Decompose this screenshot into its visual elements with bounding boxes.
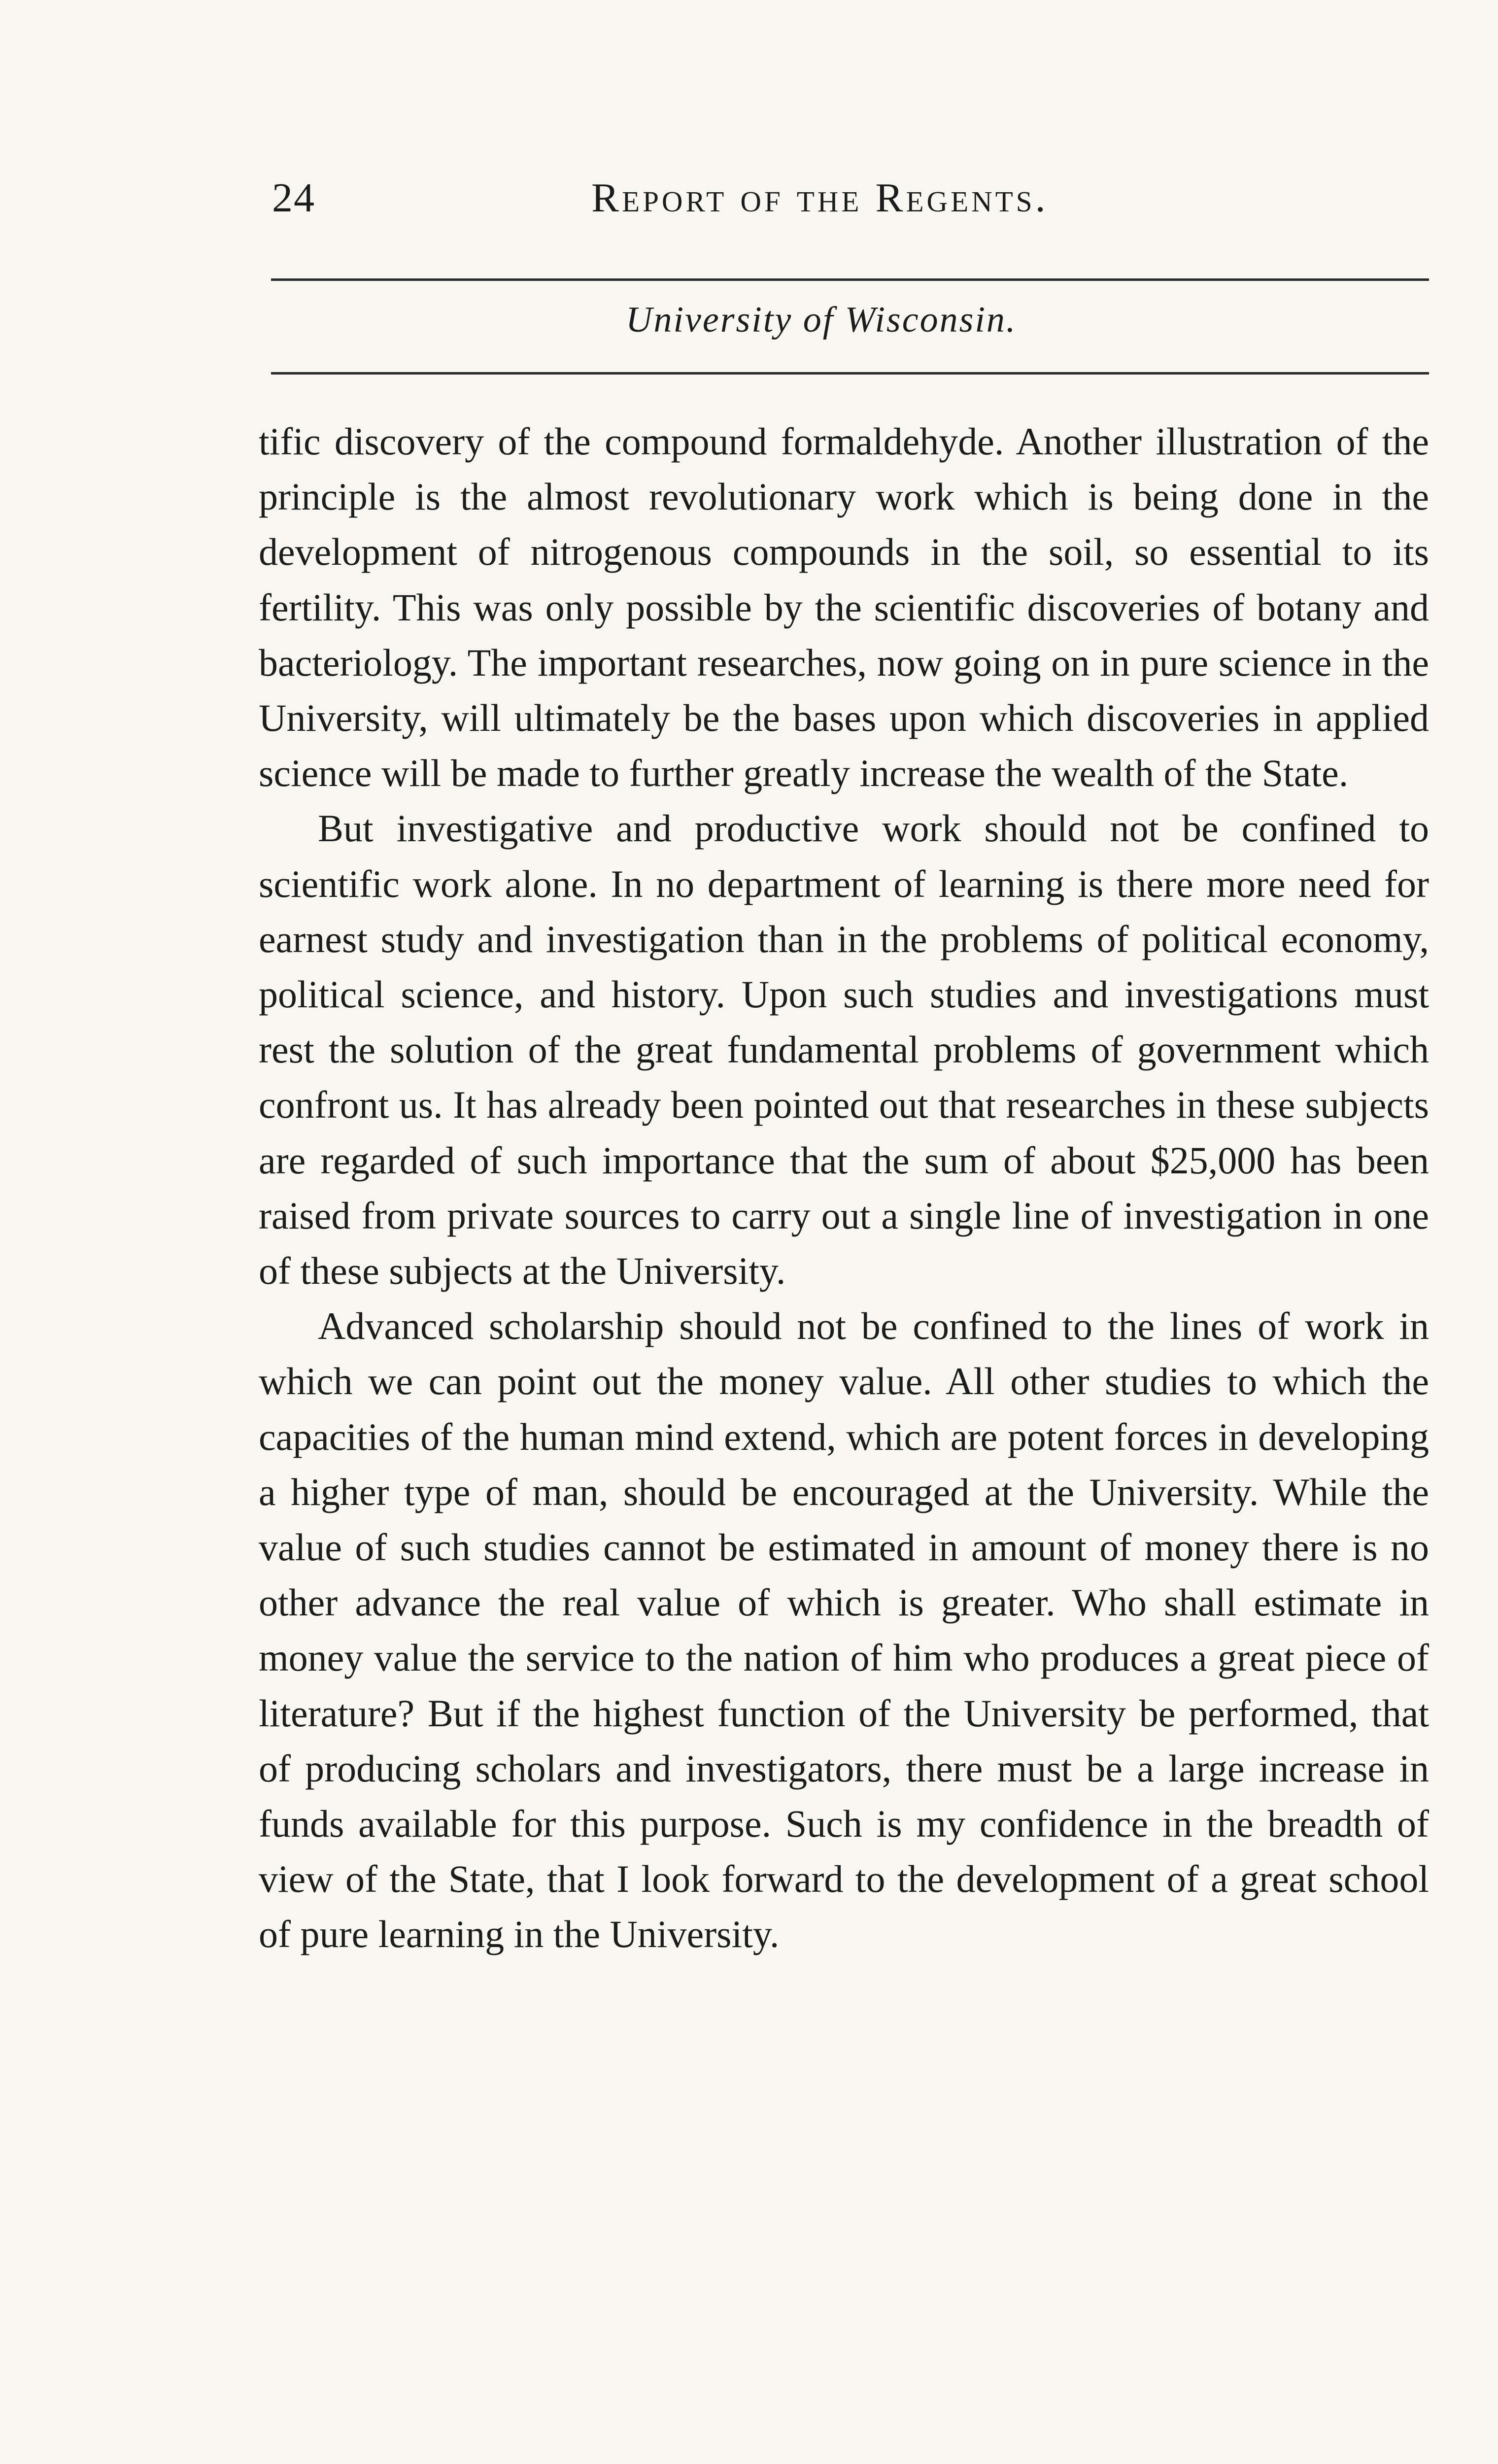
paragraph-investigative-work: But investigative and productive work should not be confined to scientific work alone. In no department of learning is there more need for earnest study and investigation than in the problems of political economy, political science, and history. Upon such studies and investigations must rest the solution of the great fundamental problems of government which confront us. It has already been pointed out that researches in these subjects are regarded of such importance that the sum of about $25,000 has been raised from private sources to carry out a single line of investigation in one of these subjects at the University.	[259, 807, 1429, 1293]
body-text	[259, 414, 1429, 1962]
running-title: Report of the Regents.	[591, 175, 1049, 221]
paragraph-advanced-scholarship: Advanced scholarship should not be confined to the lines of work in which we can point out the money value. All other studies to which the capacities of the human mind extend, which are potent forces in developing a higher type of man, should be encouraged at the University. While the value of such studies cannot be estimated in amount of money there is no other advance the real value of which is greater. Who shall estimate in money value the service to the nation of him who produces a great piece of literature? But if the highest function of the University be performed, that of producing scholars and investigators, there must be a large increase in funds available for this purpose. Such is my confidence in the breadth of view of the State, that I look forward to the development of a great school of pure learning in the University.	[259, 1304, 1429, 1956]
section-subtitle: University of Wisconsin.	[626, 300, 1017, 340]
page-number: 24	[272, 175, 315, 221]
header-rule-top	[271, 278, 1429, 281]
paragraph-continuation: tific discovery of the compound formaldehyde. Another illustration of the principle is the almost revolutionary work which is being done in the development of nitrogenous compounds in the soil, so essential to its fertility. This was only possible by the scientific discoveries of botany and bacteriology. The important researches, now going on in pure science in the University, will ultimately be the bases upon which discoveries in applied science will be made to further greatly increase the wealth of the State.	[259, 420, 1429, 795]
header-rule-bottom	[271, 372, 1429, 375]
